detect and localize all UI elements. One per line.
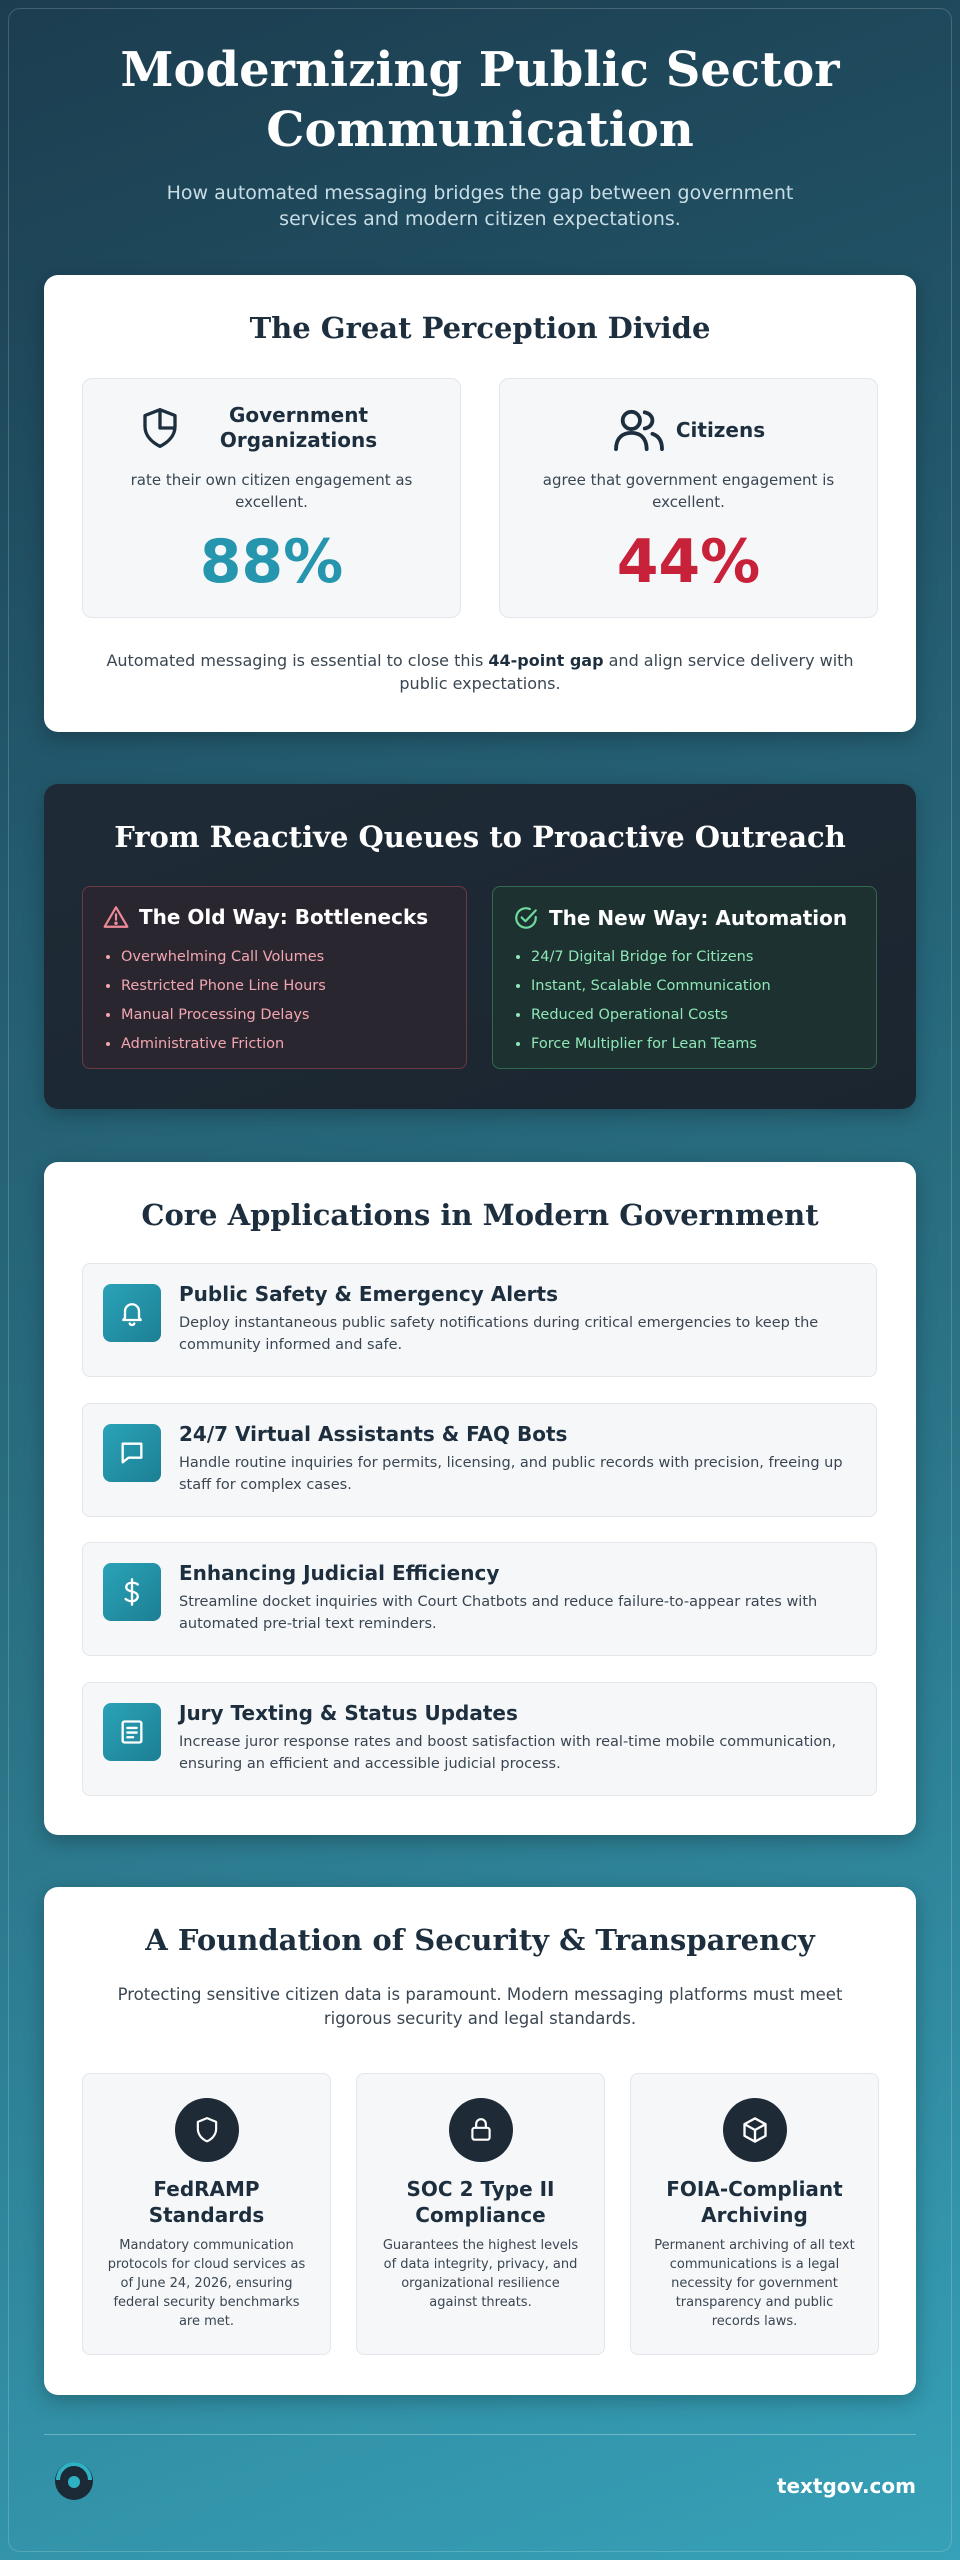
gap-note-text: Automated messaging is essential to close this <box>106 651 489 670</box>
gap-note-highlight: 44-point gap <box>488 651 604 670</box>
application-title: Public Safety & Emergency Alerts <box>179 1282 559 1306</box>
security-item-desc: Permanent archiving of all text communications is a legal necessity for government transparency and public records laws. <box>654 2238 855 2329</box>
lock-icon <box>449 2098 513 2162</box>
citizens-panel <box>499 378 878 618</box>
perception-card <box>44 275 916 732</box>
application-item <box>82 1542 877 1656</box>
application-item <box>82 1682 877 1796</box>
security-item-title: FedRAMP Standards <box>148 2177 265 2227</box>
check-circle-icon <box>513 905 539 931</box>
old-way-title: The Old Way: Bottlenecks <box>139 905 429 929</box>
application-desc: Handle routine inquiries for permits, licensing, and public records with precision, freeing up staff for complex cases. <box>179 1455 843 1493</box>
applications-title: Core Applications in Modern Government <box>141 1198 819 1232</box>
outreach-title: From Reactive Queues to Proactive Outreach <box>114 820 846 854</box>
list-item: • 24/7 Digital Bridge for Citizens <box>531 943 771 972</box>
application-item <box>82 1403 877 1517</box>
warning-icon <box>103 905 129 929</box>
government-desc: rate their own citizen engagement as excellent. <box>130 471 413 511</box>
government-panel <box>82 378 461 618</box>
application-desc: Streamline docket inquiries with Court Chatbots and reduce failure-to-appear rates with automated pre-trial text reminders. <box>179 1594 818 1632</box>
cube-icon <box>723 2098 787 2162</box>
bell-icon <box>103 1284 161 1342</box>
government-label: Government Organizations <box>219 403 378 452</box>
list-item: • Administrative Friction <box>121 1030 326 1059</box>
list-item: • Manual Processing Delays <box>121 1001 326 1030</box>
new-way-title: The New Way: Automation <box>549 906 848 930</box>
old-way-list <box>121 943 326 1059</box>
gap-note-text-end: and align service delivery with public expectations. <box>399 651 854 693</box>
security-item-desc: Guarantees the highest levels of data integrity, privacy, and organizational resilience against threats. <box>382 2238 579 2310</box>
application-item <box>82 1263 877 1377</box>
security-card <box>44 1887 916 2395</box>
shield-icon <box>175 2098 239 2162</box>
citizens-desc: agree that government engagement is excellent. <box>542 471 835 511</box>
security-title: A Foundation of Security & Transparency <box>145 1923 815 1957</box>
gap-note <box>104 649 856 695</box>
dollar-icon <box>103 1563 161 1621</box>
application-title: 24/7 Virtual Assistants & FAQ Bots <box>179 1422 568 1446</box>
security-intro: Protecting sensitive citizen data is paramount. Modern messaging platforms must meet rigorous security and legal standards. <box>117 1985 843 2028</box>
list-item: • Force Multiplier for Lean Teams <box>531 1030 771 1059</box>
security-item-desc: Mandatory communication protocols for cloud services as of June 24, 2026, ensuring federal security benchmarks are met. <box>107 2238 306 2329</box>
application-title: Jury Texting & Status Updates <box>179 1701 518 1725</box>
perception-title: The Great Perception Divide <box>249 311 711 345</box>
document-icon <box>103 1703 161 1761</box>
outreach-card <box>44 784 916 1109</box>
government-stat: 88% <box>199 527 344 597</box>
new-way-box <box>492 886 877 1069</box>
textgov-logo-icon[interactable] <box>52 2460 98 2506</box>
shield-icon <box>140 406 180 450</box>
chat-icon <box>103 1424 161 1482</box>
footer-divider <box>44 2434 916 2435</box>
security-item-title: FOIA-Compliant Archiving <box>666 2177 843 2227</box>
footer-url-link[interactable]: textgov.com <box>776 2474 916 2498</box>
application-desc: Deploy instantaneous public safety notifications during critical emergencies to keep the community informed and safe. <box>179 1315 819 1353</box>
users-icon <box>612 407 666 453</box>
page-subtitle: How automated messaging bridges the gap between government services and modern citizen expectations. <box>166 182 794 230</box>
new-way-list <box>531 943 771 1059</box>
page-title: Modernizing Public Sector Communication <box>120 42 840 158</box>
security-item <box>356 2073 605 2355</box>
citizens-label: Citizens <box>675 417 766 442</box>
citizens-stat: 44% <box>616 527 761 597</box>
list-item: • Overwhelming Call Volumes <box>121 943 326 972</box>
applications-card <box>44 1162 916 1835</box>
application-title: Enhancing Judicial Efficiency <box>179 1561 500 1585</box>
security-item <box>630 2073 879 2355</box>
security-item-title: SOC 2 Type II Compliance <box>406 2177 555 2227</box>
list-item: • Instant, Scalable Communication <box>531 972 771 1001</box>
old-way-box <box>82 886 467 1069</box>
application-desc: Increase juror response rates and boost satisfaction with real-time mobile communication, ensuring an efficient and accessible judicial process. <box>179 1734 837 1772</box>
list-item: • Reduced Operational Costs <box>531 1001 771 1030</box>
list-item: • Restricted Phone Line Hours <box>121 972 326 1001</box>
security-item <box>82 2073 331 2355</box>
page-header <box>0 0 960 232</box>
